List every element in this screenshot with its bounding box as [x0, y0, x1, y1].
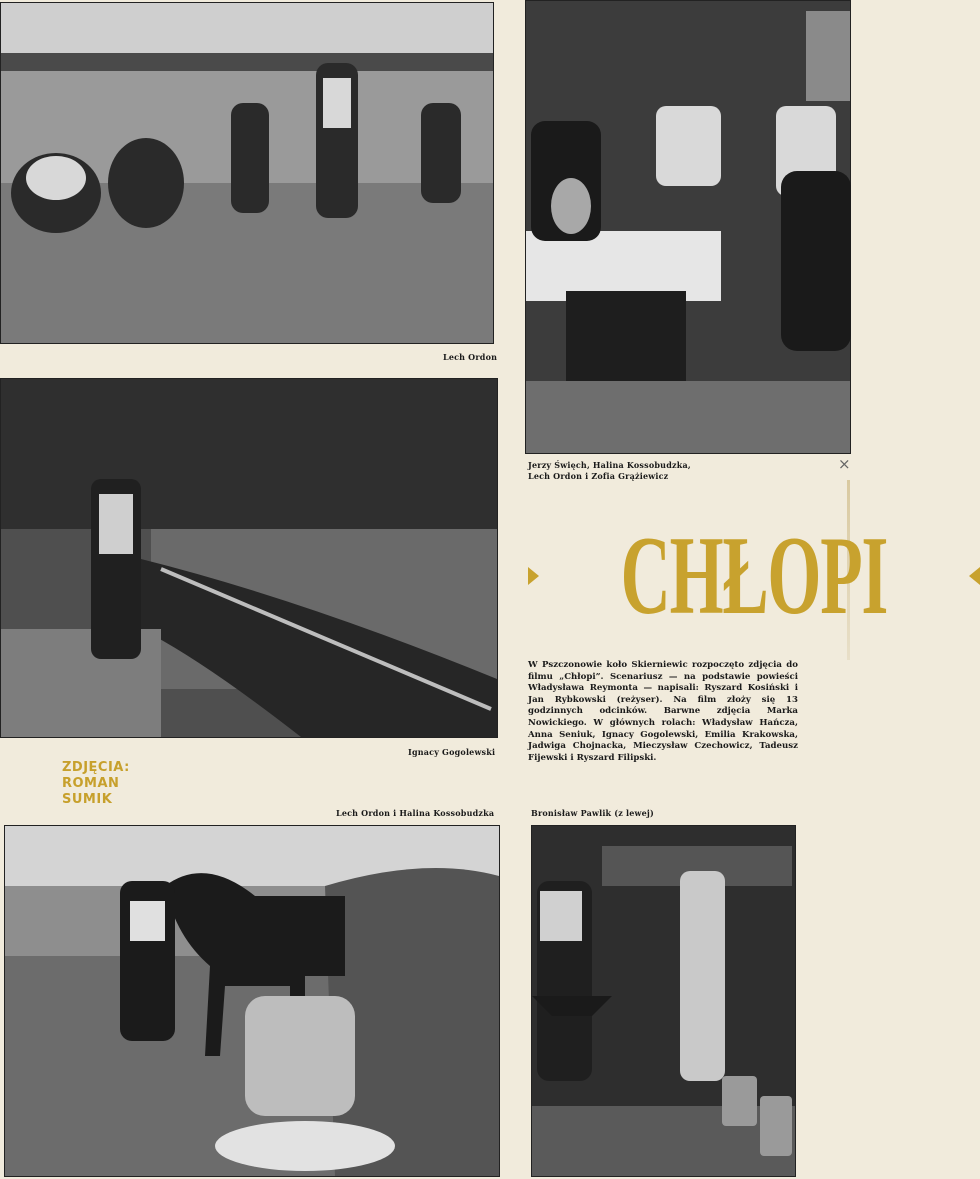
credit-name-first: ROMAN: [62, 776, 120, 791]
caption-ignacy-gogolewski: Ignacy Gogolewski: [408, 747, 496, 757]
credit-name-last: SUMIK: [62, 792, 113, 807]
photo-horses-haystack: [4, 825, 500, 1177]
photo-table-scene: [525, 0, 851, 454]
caption-ordon-kossobudzka: Lech Ordon i Halina Kossobudzka: [336, 808, 495, 818]
triangle-ornament-icon: [969, 567, 980, 585]
photo-blacksmith: [531, 825, 796, 1177]
article-text: W Pszczonowie koło Skierniewic rozpoczęto zdjęcia do filmu „Chłopi”. Scenariusz — na podstawie powieści Władysława Reymonta — napisali: Ryszard Kosiński i Jan Rybkowski (reżyser). Na film złoży się 13 godzinnych odcinków. Barwne zdjęcia Marka Nowickiego. W głównych rolach: Władysław Hańcza, Anna Seniuk, Ignacy Gogolewski, Emilia Krakowska, Jadwiga Chojnacka, Mieczysław Czechowicz, Tadeusz Fijewski i Ryszard Filipski.: [528, 660, 798, 763]
photo-harvest-field: [0, 2, 494, 344]
photo-credit: [62, 760, 130, 808]
photo-stream-man: [0, 378, 498, 738]
page-title: CHŁOPI: [620, 513, 888, 638]
caption-bronislaw-pawlik: Bronisław Pawlik (z lewej): [531, 808, 654, 818]
caption-table-scene: Jerzy Święch, Halina Kossobudzka, Lech Ordon i Zofia Grążiewicz: [528, 460, 691, 481]
triangle-ornament-icon: [528, 567, 539, 585]
title-block: [528, 508, 888, 643]
credit-label: ZDJĘCIA:: [62, 760, 130, 775]
margin-mark: ×: [838, 455, 851, 473]
caption-lech-ordon: Lech Ordon: [443, 352, 498, 362]
